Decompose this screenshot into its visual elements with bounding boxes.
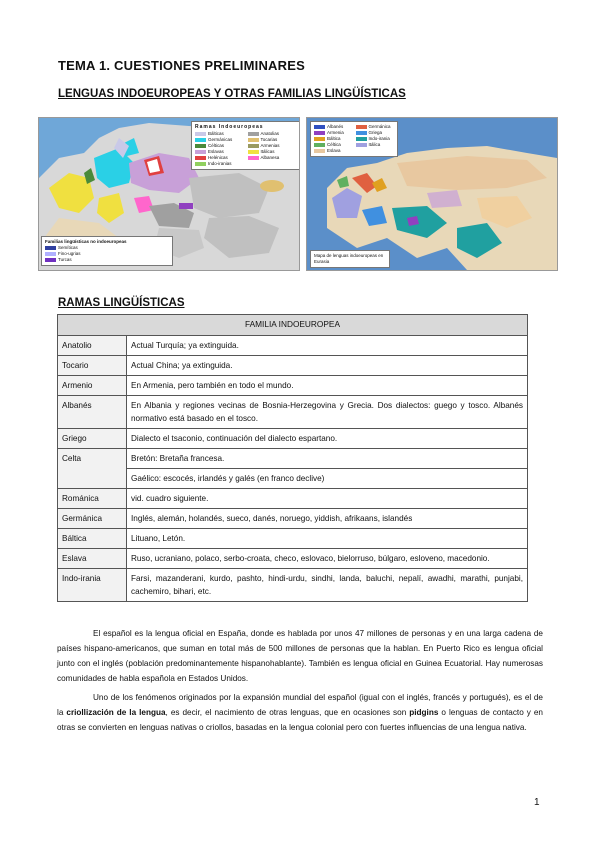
legend-item: Turcas [45,257,169,263]
legend-item: Bálticas [195,131,245,137]
table-row [58,449,528,469]
legend-swatch [45,252,56,256]
legend-item: Tocarias [248,137,298,143]
description-cell: Gaélico: escocés, irlandés y galés (en franco declive) [127,469,528,489]
legend-swatch [356,137,367,141]
legend-item: Semíticas [45,245,169,251]
legend-item: Helénicas [195,155,245,161]
term-pidgins: pidgins [409,708,439,717]
legend-item: Germánica [356,124,395,130]
map2-legend [310,121,398,157]
description-cell: Actual China; ya extinguida. [127,356,528,376]
legend-item: Armenia [314,130,353,136]
table-row [58,396,528,429]
description-cell: En Albania y regiones vecinas de Bosnia-Herzegovina y Grecia. Dos dialectos: guego y tosco. Albanés normativo está basado en el tosco. [127,396,528,429]
legend-swatch [248,144,259,148]
description-cell: Inglés, alemán, holandés, sueco, danés, noruego, yiddish, afrikaans, islandés [127,509,528,529]
branch-cell: Báltica [58,529,127,549]
legend-swatch [195,132,206,136]
table-row [58,429,528,449]
table-row [58,569,528,602]
legend-item: Albanés [314,124,353,130]
legend-swatch [356,131,367,135]
legend-swatch [45,246,56,250]
page-title: TEMA 1. CUESTIONES PRELIMINARES [58,58,305,73]
map2-caption: Mapa de lenguas indoeuropeas en Eurasia [310,250,390,268]
legend-swatch [195,162,206,166]
legend-swatch [314,131,325,135]
map1-legend [191,121,300,170]
branch-cell: Eslava [58,549,127,569]
legend-swatch [248,150,259,154]
legend-swatch [248,156,259,160]
table-row [58,356,528,376]
branch-cell: Armenio [58,376,127,396]
branch-cell: Anatolio [58,336,127,356]
legend-swatch [195,138,206,142]
branch-cell: Griego [58,429,127,449]
branch-cell: Indo-irania [58,569,127,602]
section-title: RAMAS LINGÜÍSTICAS [58,297,185,309]
legend-swatch [45,258,56,262]
table-row [58,376,528,396]
description-cell: Actual Turquía; ya extinguida. [127,336,528,356]
legend-item: Itálica [356,142,395,148]
description-cell: Farsi, mazanderani, kurdo, pashto, hindi-urdu, sindhi, landa, baluchi, nepalí, awadhi, marathi, punjabi, cachemiro, bihari, etc. [127,569,528,602]
legend-item: Báltica [314,136,353,142]
branch-cell: Germánica [58,509,127,529]
description-cell: En Armenia, pero también en todo el mundo. [127,376,528,396]
table-row [58,529,528,549]
legend-item: Indo-iranias [195,161,245,167]
section-subtitle: LENGUAS INDOEUROPEAS Y OTRAS FAMILIAS LINGÜÍSTICAS [58,88,406,100]
table-row [58,509,528,529]
legend-item: Albanesa [248,155,298,161]
legend-item: Eslavas [195,149,245,155]
legend-item: Itálicas [248,149,298,155]
table-header-row [58,315,528,336]
legend-swatch [356,143,367,147]
table-row [58,469,528,489]
legend-swatch [356,125,367,129]
legend-swatch [314,149,325,153]
legend-item: Indo-irania [356,136,395,142]
map1-legend-title: Ramas Indoeuropeas [195,124,264,130]
description-cell: Dialecto el tsaconio, continuación del dialecto espartano. [127,429,528,449]
table-header: FAMILIA INDOEUROPEA [58,315,528,336]
legend-item: Célticas [195,143,245,149]
legend-item: Griega [356,130,395,136]
legend-item: Anatolias [248,131,298,137]
description-cell: Ruso, ucraniano, polaco, serbo-croata, checo, eslovaco, bielorruso, búlgaro, esloveno, macedonio. [127,549,528,569]
branch-cell: Tocario [58,356,127,376]
legend-swatch [314,137,325,141]
description-cell: Bretón: Bretaña francesa. [127,449,528,469]
legend-swatch [248,132,259,136]
legend-item: Céltica [314,142,353,148]
branch-cell: Celta [58,449,127,489]
map1-bottom-legend [41,236,173,266]
legend-swatch [195,144,206,148]
table-row [58,489,528,509]
map-indoeuropean-branches [38,117,300,271]
branches-table [57,314,528,602]
paragraph-spanish-official: El español es la lengua oficial en España, donde es hablada por unos 47 millones de personas y en una larga cadena de países hispano-americanos, que suman en total más de 500 millones de personas que la hablan. En Puerto Rico es lengua oficial junto con el inglés (población predominantemente hispanohablante). También es lengua oficial en Guinea Ecuatorial. Hay numerosas comunidades de habla española en Estados Unidos. [57,629,543,683]
legend-item: Armenias [248,143,298,149]
branch-cell: Románica [58,489,127,509]
description-cell: Lituano, Letón. [127,529,528,549]
legend-item: Fino-ugrias [45,251,169,257]
description-cell: vid. cuadro siguiente. [127,489,528,509]
page-number: 1 [534,797,540,808]
legend-item: Eslava [314,148,353,154]
legend-swatch [314,143,325,147]
term-criollizacion: criollización de la lengua [66,708,166,717]
map1-bottom-legend-title: Familias lingüísticas no indoeuropeas [45,239,127,244]
map-eurasia-languages [306,117,558,271]
table-row [58,336,528,356]
legend-item: Germánicas [195,137,245,143]
legend-swatch [314,125,325,129]
legend-swatch [248,138,259,142]
branch-cell: Albanés [58,396,127,429]
legend-swatch [195,150,206,154]
table-row [58,549,528,569]
legend-swatch [195,156,206,160]
paragraph-creolization: Uno de los fenómenos originados por la expansión mundial del español (igual con el inglés, francés y portugués), es el de la criollización de la lengua, es decir, el nacimiento de otras lenguas, que en ocasiones son pidgins o lenguas de contacto y en otras se convierten en lenguas nativas o criollos, basadas en la lengua colonial pero con fuertes influencias de una lengua nativa. [57,693,543,732]
